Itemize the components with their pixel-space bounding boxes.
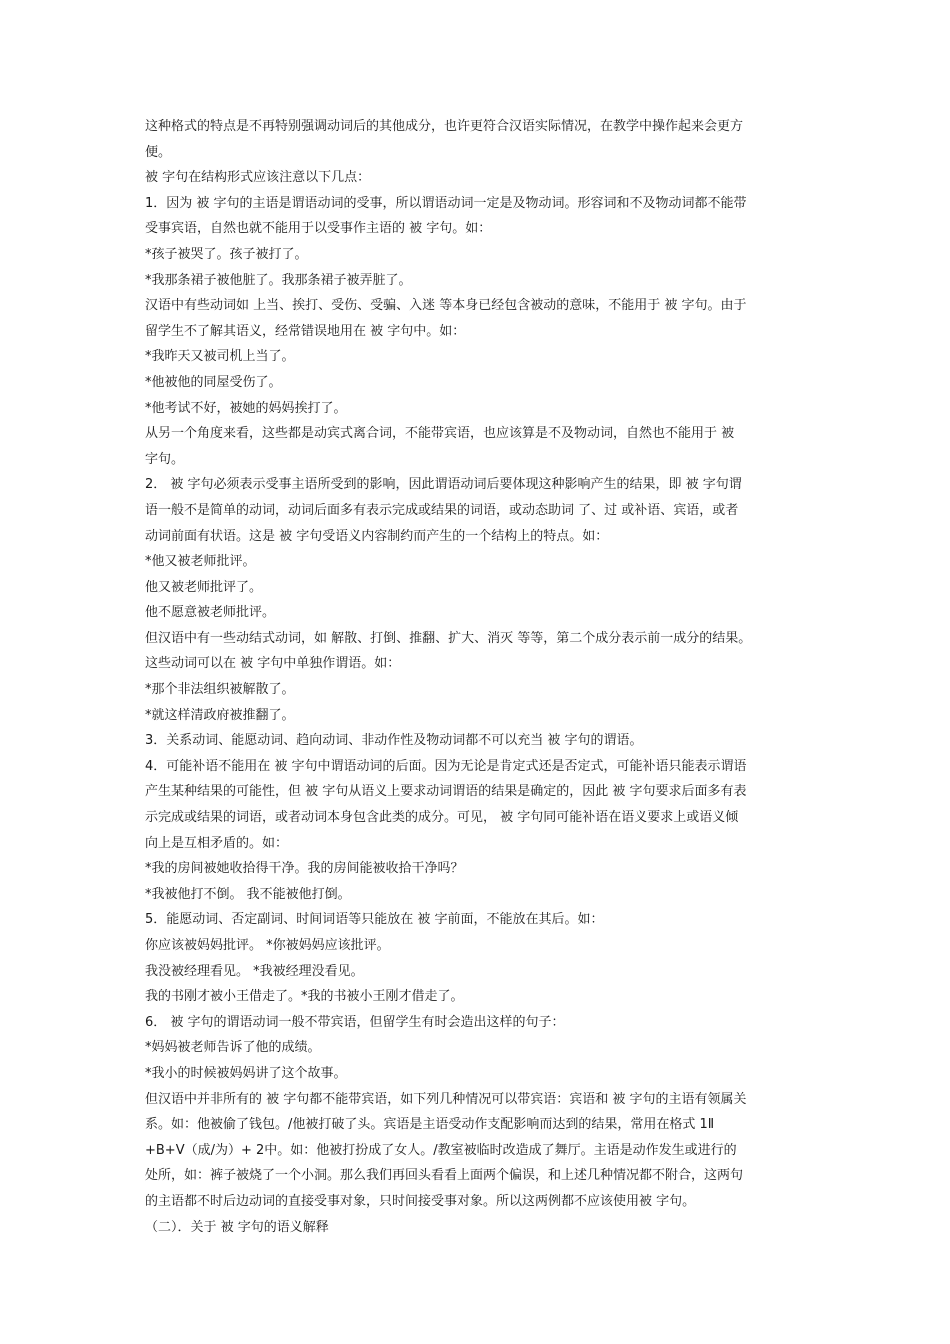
text-line: 汉语中有些动词如 上当、挨打、受伤、受骗、入迷 等本身已经包含被动的意味，不能用于 被 字句。由于	[145, 298, 747, 314]
text-line: 我的书刚才被小王借走了。*我的书被小王刚才借走了。	[145, 989, 464, 1005]
text-line: 处所，如：裤子被烧了一个小洞。那么我们再回头看看上面两个偏误，和上述几种情况都不附合，这两句	[145, 1168, 744, 1184]
text-line: 的主语都不时后边动词的直接受事对象，只时间接受事对象。所以这两例都不应该使用被 字句。	[145, 1193, 696, 1209]
text-line: 1．因为 被 字句的主语是谓语动词的受事，所以谓语动词一定是及物动词。形容词和不及物动词都不能带	[145, 195, 747, 211]
text-line: 4．可能补语不能用在 被 字句中谓语动词的后面。因为无论是肯定式还是否定式，可能补语只能表示谓语	[145, 758, 747, 774]
text-line: *那个非法组织被解散了。	[145, 682, 295, 698]
text-line: *妈妈被老师告诉了他的成绩。	[145, 1040, 321, 1056]
text-line: 动词前面有状语。这是 被 字句受语义内容制约而产生的一个结构上的特点。如：	[145, 528, 609, 544]
text-line: 他不愿意被老师批评。	[145, 605, 276, 621]
text-line: +B+V（成/为）+ 2中。如：他被打扮成了女人。/教室被临时改造成了舞厅。主语是动作发生或进行的	[145, 1142, 737, 1158]
text-line: 语一般不是简单的动词，动词后面多有表示完成或结果的词语，或动态助词 了、过 或补语、宾语，或者	[145, 502, 739, 518]
text-line: 2． 被 字句必须表示受事主语所受到的影响，因此谓语动词后要体现这种影响产生的结果，即 被 字句谓	[145, 477, 742, 493]
text-line: 但汉语中有一些动结式动词，如 解散、打倒、推翻、扩大、消灭 等等，第二个成分表示前一成分的结果。	[145, 630, 752, 646]
text-line: 被 字句在结构形式应该注意以下几点：	[145, 170, 371, 186]
text-line: 你应该被妈妈批评。 *你被妈妈应该批评。	[145, 938, 390, 953]
text-line: 我没被经理看见。 *我被经理没看见。	[145, 963, 364, 979]
text-line: *我的房间被她收拾得干净。我的房间能被收拾干净吗？	[145, 861, 464, 877]
text-line: *他考试不好，被她的妈妈挨打了。	[145, 400, 347, 416]
text-line: 5．能愿动词、否定副词、时间词语等只能放在 被 字前面，不能放在其后。如：	[145, 912, 604, 928]
text-line: 他又被老师批评了。	[145, 579, 263, 595]
text-line: 受事宾语，自然也就不能用于以受事作主语的 被 字句。如：	[145, 221, 492, 237]
text-line: 产生某种结果的可能性，但 被 字句从语义上要求动词谓语的结果是确定的，因此 被 字句要求后面多有表	[145, 784, 747, 800]
text-line: 系。如：他被偷了钱包。/他被打破了头。宾语是主语受动作支配影响而达到的结果，常用在格式 1Ⅱ	[145, 1117, 715, 1133]
text-line: 但汉语中并非所有的 被 字句都不能带宾语，如下列几种情况可以带宾语：宾语和 被 字句的主语有领属关	[145, 1091, 747, 1107]
text-line: 留学生不了解其语义，经常错误地用在 被 字句中。如：	[145, 323, 466, 339]
document-body	[145, 114, 820, 1240]
text-line: 示完成或结果的词语，或者动词本身包含此类的成分。可见， 被 字句同可能补语在语义要求上或语义倾	[145, 810, 739, 826]
text-line: 向上是互相矛盾的。如：	[145, 835, 289, 851]
text-line: *我小的时候被妈妈讲了这个故事。	[145, 1065, 347, 1081]
text-line: 这些动词可以在 被 字句中单独作谓语。如：	[145, 656, 401, 672]
text-line: *就这样清政府被推翻了。	[145, 707, 295, 723]
text-line: *他又被老师批评。	[145, 554, 256, 570]
text-line: （二）．关于 被 字句的语义解释	[145, 1219, 329, 1235]
text-line: *我那条裙子被他脏了。我那条裙子被弄脏了。	[145, 272, 412, 288]
text-line: 3．关系动词、能愿动词、趋向动词、非动作性及物动词都不可以充当 被 字句的谓语。	[145, 733, 643, 749]
text-line: *我被他打不倒。 我不能被他打倒。	[145, 886, 351, 902]
text-line: 这种格式的特点是不再特别强调动词后的其他成分，也许更符合汉语实际情况，在教学中操作起来会更方	[145, 119, 744, 134]
text-line: 便。	[145, 144, 172, 160]
text-line: 6． 被 字句的谓语动词一般不带宾语，但留学生有时会造出这样的句子：	[145, 1014, 565, 1030]
text-line: *孩子被哭了。孩子被打了。	[145, 246, 308, 262]
text-line: 从另一个角度来看，这些都是动宾式离合词，不能带宾语，也应该算是不及物动词，自然也不能用于 被	[145, 426, 735, 442]
text-line: *他被他的同屋受伤了。	[145, 374, 282, 390]
text-line: *我昨天又被司机上当了。	[145, 349, 295, 365]
text-line: 字句。	[145, 451, 185, 467]
